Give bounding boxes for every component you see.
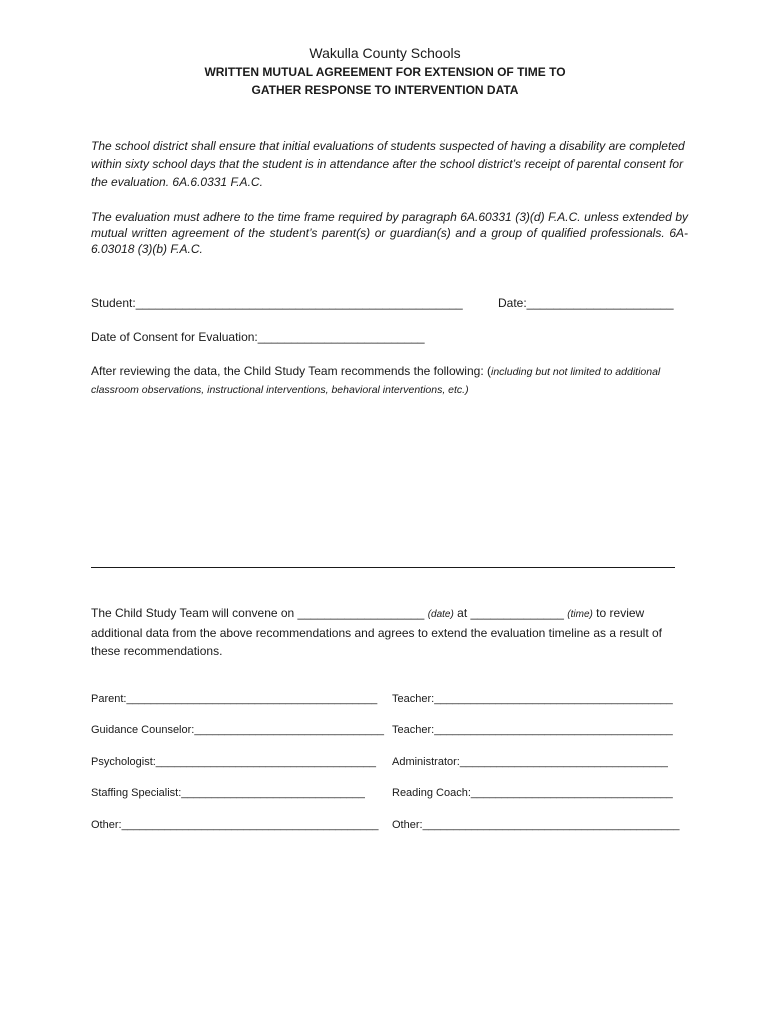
- consent-date-field[interactable]: Date of Consent for Evaluation:_________________________: [91, 330, 425, 344]
- recommendations-signature-line[interactable]: [91, 555, 675, 568]
- teacher-signature-field-1[interactable]: Teacher:_______________________________________: [392, 693, 673, 705]
- convene-text-3: to review additional data from the above recommendations and agrees to extend the evaluation timeline as a result of these recommendations.: [91, 606, 663, 658]
- recommendations-note: including but not limited to additional classroom observations, instructional interventions, behavioral interventions, etc.): [91, 366, 661, 396]
- recommendations-heading: [91, 363, 691, 399]
- title-line-1: WRITTEN MUTUAL AGREEMENT FOR EXTENSION OF TIME TO: [204, 65, 566, 79]
- convene-text-1[interactable]: The Child Study Team will convene on ___________________: [91, 606, 428, 620]
- document-header: [0, 44, 770, 99]
- policy-paragraph-2: The evaluation must adhere to the time frame required by paragraph 6A.60331 (3)(d) F.A.C. unless extended by mutual written agreement of the student’s parent(s) or guardian(s) and a group of qualified professionals. 6A-6.03018 (3)(b) F.A.C.: [91, 210, 688, 256]
- convene-paragraph: [91, 604, 681, 660]
- date-field[interactable]: Date:______________________: [498, 296, 674, 310]
- administrator-signature-field[interactable]: Administrator:__________________________________: [392, 756, 668, 768]
- policy-paragraph-1: The school district shall ensure that initial evaluations of students suspected of having a disability are completed within sixty school days that the student is in attendance after the school district’s receipt of parental consent for the evaluation. 6A.6.0331 F.A.C.: [91, 139, 685, 189]
- other-signature-field-2[interactable]: Other:__________________________________________: [392, 819, 680, 831]
- reading-coach-signature-field[interactable]: Reading Coach:_________________________________: [392, 787, 673, 799]
- psychologist-signature-field[interactable]: Psychologist:____________________________________: [91, 756, 377, 768]
- convene-date-label: (date): [427, 609, 454, 620]
- other-signature-field-1[interactable]: Other:__________________________________________: [91, 819, 379, 831]
- convene-time-label: (time): [567, 609, 593, 620]
- recommendations-lead: After reviewing the data, the Child Study Team recommends the following: (: [91, 364, 491, 378]
- convene-text-2[interactable]: at ______________: [453, 606, 568, 620]
- title-line-2: GATHER RESPONSE TO INTERVENTION DATA: [251, 83, 519, 97]
- parent-signature-field[interactable]: Parent:_________________________________________: [91, 693, 378, 705]
- staffing-specialist-signature-field[interactable]: Staffing Specialist:______________________________: [91, 787, 365, 799]
- guidance-counselor-signature-field[interactable]: Guidance Counselor:_______________________________: [91, 724, 384, 736]
- district-name: Wakulla County Schools: [309, 45, 461, 61]
- teacher-signature-field-2[interactable]: Teacher:_______________________________________: [392, 724, 673, 736]
- student-field[interactable]: Student:_________________________________________________: [91, 296, 463, 310]
